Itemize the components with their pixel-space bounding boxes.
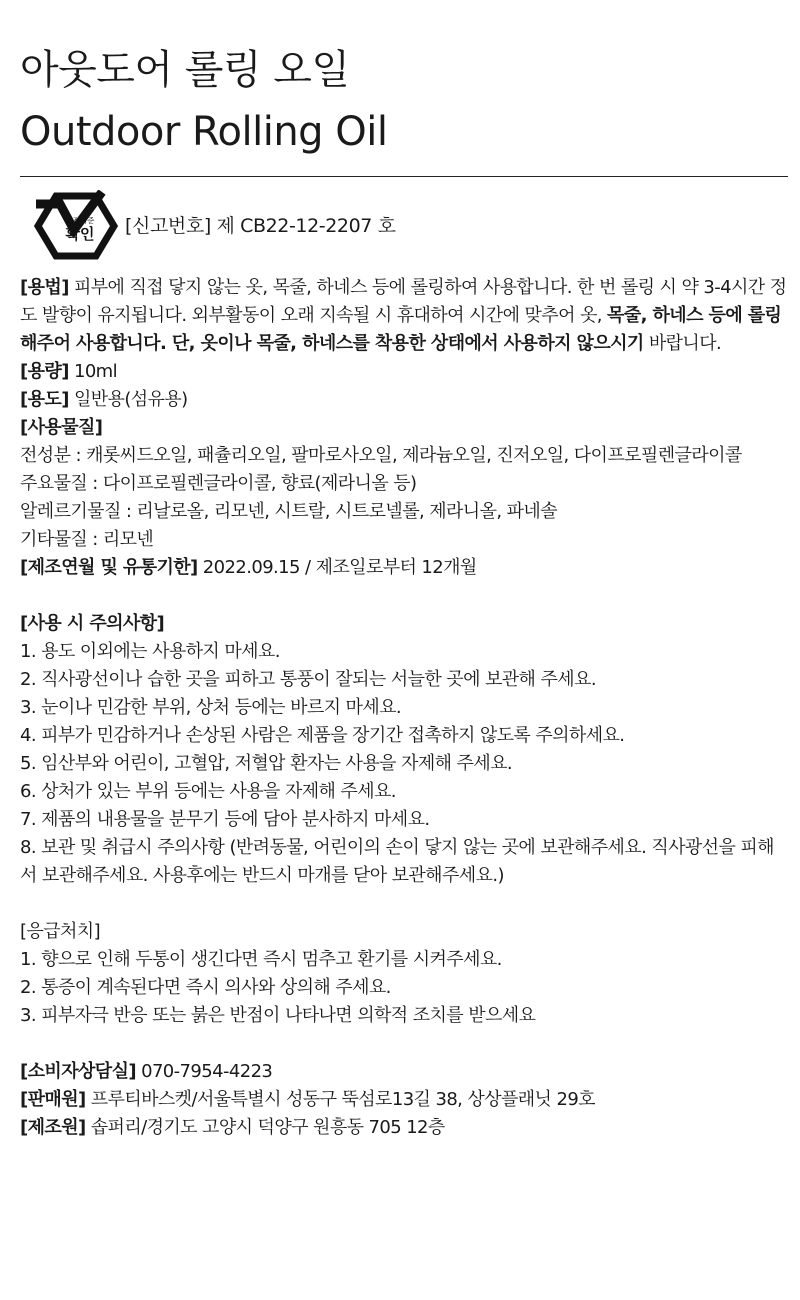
report-number: [신고번호] 제 CB22-12-2207 호 [125,215,396,237]
title-divider [20,176,788,177]
product-title-korean: 아웃도어 롤링 오일 [20,47,350,93]
caution-item: 4. 피부가 민감하거나 손상된 사람은 제품을 장기간 접촉하지 않도록 주의하세요. [20,725,625,746]
first-aid-item: 2. 통증이 계속된다면 즉시 의사와 상의해 주세요. [20,977,391,998]
purpose-row [20,386,788,414]
product-info [20,274,788,1142]
caution-item: 5. 임산부와 어린이, 고혈압, 저혈압 환자는 사용을 자제해 주세요. [20,753,513,774]
usage-text-end: 바랍니다. [643,333,722,354]
seller-label: [판매원] [20,1089,86,1110]
other-substance-text: 기타물질 : 리모넨 [20,529,154,550]
caution-item: 8. 보관 및 취급시 주의사항 (반려동물, 어린이의 손이 닿지 않는 곳에 보관해주세요. 직사광선을 피해서 보관해주세요. 사용후에는 반드시 마개를 닫아 보관해주세요.) [20,837,774,886]
cautions-heading: [사용 시 주의사항] [20,613,165,634]
mfg-label: [제조연월 및 유통기한] [20,557,198,578]
first-aid-heading: [응급처치] [20,921,100,942]
spacer [20,582,788,610]
materials-heading: [사용물질] [20,417,103,438]
caution-item: 1. 용도 이외에는 사용하지 마세요. [20,641,280,662]
usage-text: 피부에 직접 닿지 않는 옷, 목줄, 하네스 등에 롤링하여 사용합니다. 한 번 롤링 시 약 3-4시간 정도 발향이 유지됩니다. 외부활동이 오래 지속될 시 휴대하여 시간에 맞추어 옷, [20,277,787,326]
maker-label: [제조원] [20,1117,86,1138]
caution-item: 2. 직사광선이나 습한 곳을 피하고 통풍이 잘되는 서늘한 곳에 보관해 주세요. [20,669,596,690]
first-aid-item: 3. 피부자극 반응 또는 붉은 반점이 나타나면 의학적 조치를 받으세요 [20,1005,536,1026]
product-title-english: Outdoor Rolling Oil [20,109,388,155]
purpose-label: [용도] [20,389,69,410]
maker-row [20,1114,788,1142]
consult-row [20,1058,788,1086]
allergen-text: 알레르기물질 : 리날로올, 리모넨, 시트랄, 시트로넬롤, 제라니올, 파네솔 [20,501,557,522]
main-substance-text: 주요물질 : 다이프로필렌글라이콜, 향료(제라니올 등) [20,473,417,494]
caution-item: 7. 제품의 내용물을 분무기 등에 담아 분사하지 마세요. [20,809,430,830]
usage-label: [용법] [20,277,69,298]
first-aid-item: 1. 향으로 인해 두통이 생긴다면 즉시 멈추고 환기를 시켜주세요. [20,949,502,970]
caution-item: 3. 눈이나 민감한 부위, 상처 등에는 바르지 마세요. [20,697,402,718]
spacer [20,890,788,918]
usage-section [20,274,788,358]
mfg-row [20,554,788,582]
mfg-value: 2022.09.15 / 제조일로부터 12개월 [197,557,477,578]
volume-label: [용량] [20,361,69,382]
stamp-text-top: 안전기준 [65,216,95,225]
volume-row [20,358,788,386]
seller-value: 프루티바스켓/서울특별시 성동구 뚝섬로13길 38, 상상플래닛 29호 [85,1089,595,1110]
safety-check-mark-icon [34,190,118,262]
stamp-text-main: 확인 [65,225,95,243]
consult-label: [소비자상담실] [20,1061,136,1082]
usage-text-bold: 목줄, 하네스 등에 롤링해주어 사용합니다. 단, 옷이나 목줄, 하네스를 착용한 상태에서 사용하지 않으시기 [20,305,782,354]
volume-value: 10ml [68,361,118,382]
consult-phone: 070-7954-4223 [135,1061,273,1082]
seller-row [20,1086,788,1114]
purpose-value: 일반용(섬유용) [68,389,188,410]
ingredients-text: 전성분 : 캐롯씨드오일, 패츌리오일, 팔마로사오일, 제라늄오일, 진저오일, 다이프로필렌글라이콜 [20,445,742,466]
caution-item: 6. 상처가 있는 부위 등에는 사용을 자제해 주세요. [20,781,396,802]
spacer [20,1030,788,1058]
maker-value: 솝퍼리/경기도 고양시 덕양구 원흥동 705 12층 [85,1117,445,1138]
